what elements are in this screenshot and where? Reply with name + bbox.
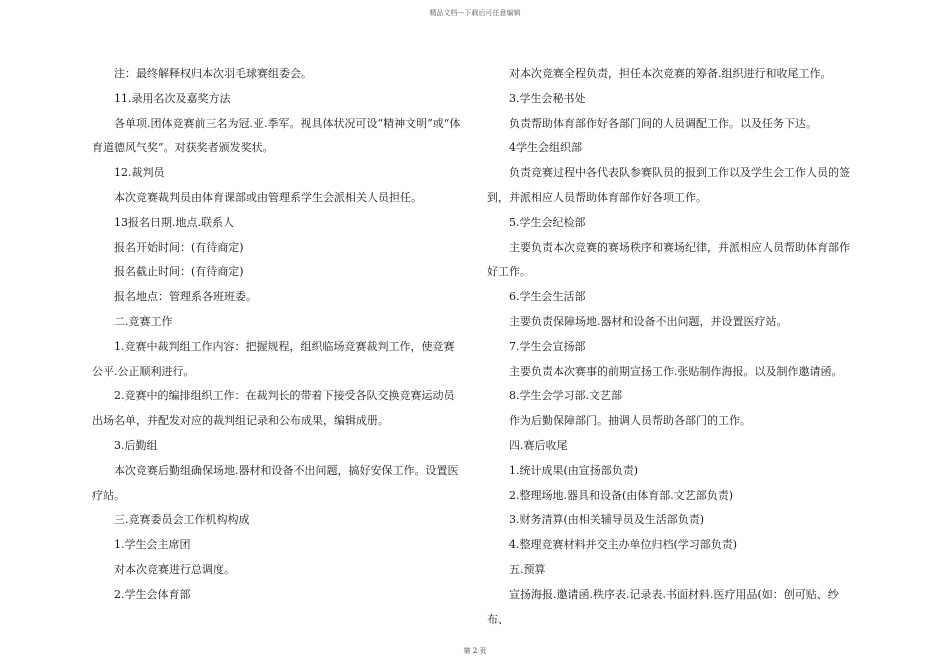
paragraph: 2.竞赛中的编排组织工作：在裁判长的带着下接受各队交换竞赛运动员出场名单，并配发对应的裁判组记录和公布成果，编辑成册。 [92,389,455,428]
section-heading: 四.赛后收尾 [509,438,568,452]
section-heading: 三.竞赛委员会工作机构构成 [114,513,250,527]
paragraph: 对本次竞赛全程负责，担任本次竞赛的筹备.组织进行和收尾工作。 [509,67,832,80]
paragraph: 主要负责保障场地.器材和设备不出问题，并设置医疗站。 [509,314,788,328]
section-heading: 11.录用名次及嘉奖方法 [114,91,231,105]
paragraph: 负责帮助体育部作好各部门间的人员调配工作。以及任务下达。 [509,116,817,130]
paragraph: 报名地点：管理系各班班委。 [114,290,257,304]
paragraph: 各单项.团体竞赛前三名为冠.亚.季军。视具体状况可设“精神文明”或“体育道德风气奖”。对获奖者颁发奖状。 [92,116,461,155]
paragraph: 负责竞赛过程中各代表队参赛队员的报到工作以及学生会工作人员的签到，并派相应人员帮助体育部作好各项工作。 [487,166,850,204]
paragraph: 主要负责本次赛事的前期宣扬工作.张贴制作海报。以及制作邀请函。 [509,364,843,378]
list-item: 2.整理场地.器具和设备(由体育部.文艺部负责) [509,488,734,502]
list-item: 4.整理竞赛材料并交主办单位归档(学习部负责) [509,538,738,552]
section-heading: 3.后勤组 [114,438,158,452]
page-header: 精品文档---下载后可任意编辑 [429,9,521,17]
section-heading: 4学生会组织部 [509,141,582,155]
section-heading: 2.学生会体育部 [114,587,191,601]
section-heading: 五.预算 [509,562,546,576]
paragraph: 1.竞赛中裁判组工作内容：把握规程，组织临场竞赛裁判工作，使竞赛公平.公正顺利进行。 [92,339,455,378]
section-heading: 12.裁判员 [114,166,165,180]
paragraph: 本次竞赛裁判员由体育课部或由管理系学生会派相关人员担任。 [114,190,422,204]
paragraph: 作为后勤保障部门。抽调人员帮助各部门的工作。 [509,414,751,428]
section-heading: 5.学生会纪检部 [509,215,586,229]
list-item: 3.财务清算(由相关辅导员及生活部负责) [509,513,705,527]
paragraph: 本次竞赛后勤组确保场地.器材和设备不出问题，搞好安保工作。设置医疗站。 [92,463,459,502]
paragraph: 宣扬海报.邀请函.秩序表.记录表.书面材料.医疗用品(如：创可贴、纱布、 [487,587,839,626]
paragraph: 报名截止时间：(有待商定) [114,265,244,279]
paragraph: 主要负责本次竞赛的赛场秩序和赛场纪律，并派相应人员帮助体育部作好工作。 [487,240,850,279]
section-heading: 1.学生会主席团 [114,538,191,552]
right-column [487,62,857,632]
section-heading: 7.学生会宣扬部 [509,339,586,353]
section-heading: 3.学生会秘书处 [509,91,586,105]
paragraph: 注：最终解释权归本次羽毛球赛组委会。 [114,67,312,80]
paragraph: 报名开始时间：(有待商定) [114,240,244,254]
section-heading: 13报名日期.地点.联系人 [114,215,234,229]
list-item: 1.统计成果(由宣扬部负责) [509,463,639,477]
section-heading: 8.学生会学习部.文艺部 [509,389,622,403]
section-heading: 二.竞赛工作 [114,314,173,328]
section-heading: 6.学生会生活部 [509,290,586,304]
paragraph: 对本次竞赛进行总调度。 [114,562,235,576]
page-number: 第 2 页 [463,647,487,655]
left-column [92,62,462,608]
